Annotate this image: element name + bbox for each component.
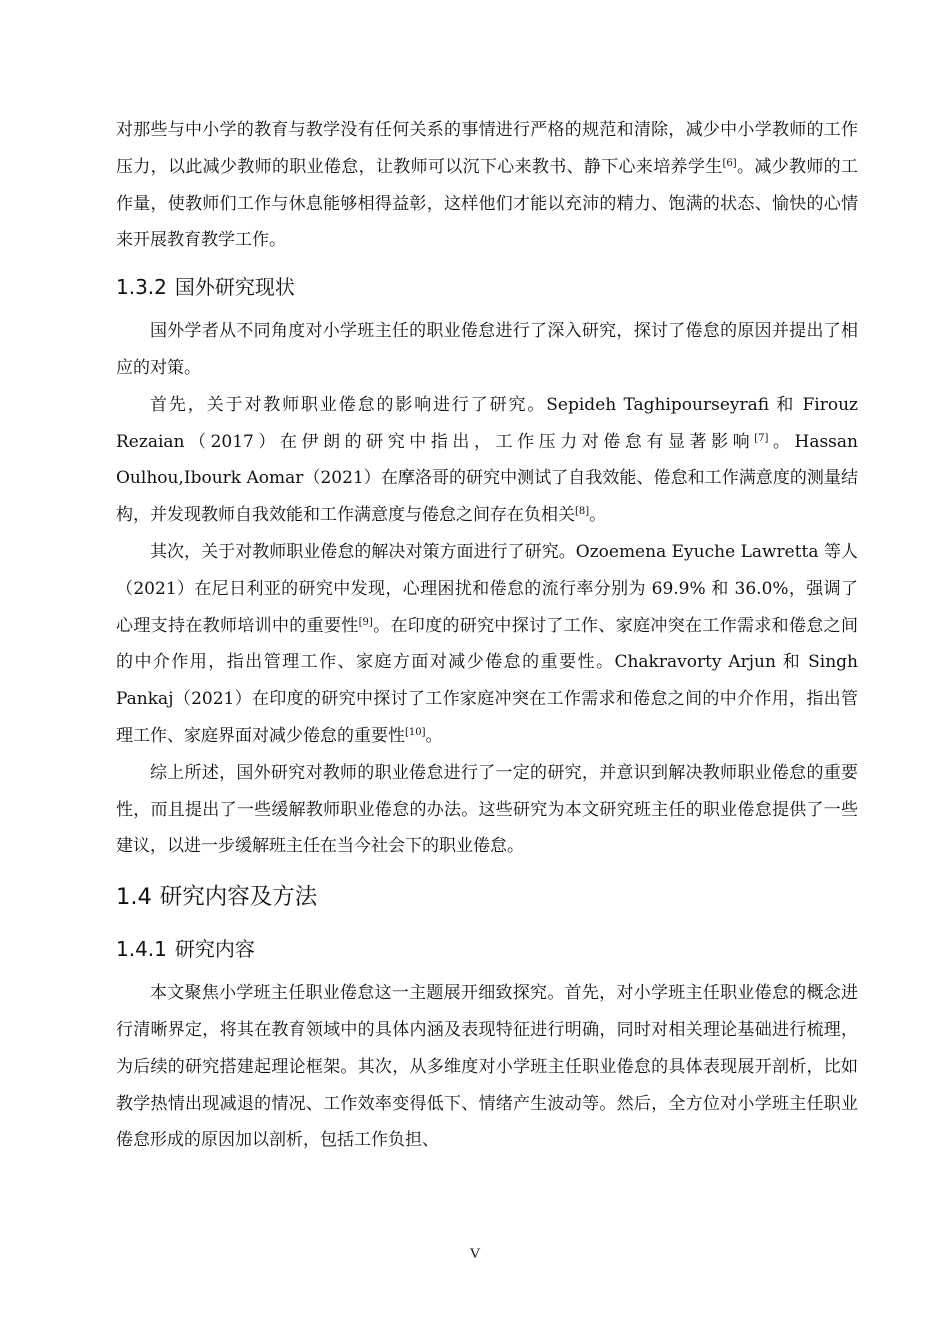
section-heading-1-3-2 — [116, 269, 858, 305]
page-body — [116, 112, 858, 1159]
paragraph-text: 。减少教师的工作量，使教师们工作与休息能够相得益彰，这样他们才能以充沛的精力、饱满的状态、愉快的心情来开展教育教学工作。 — [116, 156, 859, 251]
paragraph — [116, 387, 858, 534]
section-title: 研究内容 — [174, 937, 255, 962]
section-number: 1.4.1 — [116, 937, 167, 962]
section-number: 1.4 — [116, 884, 152, 911]
section-title: 国外研究现状 — [174, 275, 295, 300]
paragraph-text: 首先，关于对教师职业倦怠的影响进行了研究。Sepideh Taghipourseyrafi 和 Firouz Rezaian（2017）在伊朗的研究中指出，工作压力对倦怠有显著影响 — [116, 394, 858, 452]
section-number: 1.3.2 — [116, 275, 167, 300]
paragraph — [116, 975, 858, 1159]
paragraph-text: 对那些与中小学的教育与教学没有任何关系的事情进行严格的规范和清除，减少中小学教师的工作压力，以此减少教师的职业倦怠，让教师可以沉下心来教书、静下心来培养学生 — [116, 120, 858, 177]
section-heading-1-4-1 — [116, 931, 858, 967]
section-title: 研究内容及方法 — [159, 884, 318, 911]
paragraph — [116, 534, 858, 755]
citation: [9] — [358, 616, 373, 628]
paragraph-text: 国外学者从不同角度对小学班主任的职业倦怠进行了深入研究，探讨了倦怠的原因并提出了相应的对策。 — [116, 321, 858, 378]
citation: [8] — [575, 506, 590, 518]
page-number: V — [469, 1246, 481, 1262]
citation: [7] — [754, 432, 769, 444]
paragraph-text: 本文聚焦小学班主任职业倦怠这一主题展开细致探究。首先，对小学班主任职业倦怠的概念进行清晰界定，将其在教育领域中的具体内涵及表现特征进行明确，同时对相关理论基础进行梳理，为后续的研究搭建起理论框架。其次，从多维度对小学班主任职业倦怠的具体表现展开剖析，比如教学热情出现减退的情况、工作效率变得低下、情绪产生波动等。然后，全方位对小学班主任职业倦怠形成的原因加以剖析，包括工作负担、 — [116, 983, 858, 1151]
paragraph-text: 。Hassan Oulhou,Ibourk Aomar（2021）在摩洛哥的研究中测试了自我效能、倦怠和工作满意度的测量结构，并发现教师自我效能和工作满意度与倦怠之间存在负相关 — [116, 431, 858, 526]
paragraph — [116, 313, 858, 387]
paragraph-text: 其次，关于对教师职业倦怠的解决对策方面进行了研究。Ozoemena Eyuche Lawretta 等人（2021）在尼日利亚的研究中发现，心理困扰和倦怠的流行率分别为 69.9% 和 36.0%，强调了心理支持在教师培训中的重要性 — [116, 541, 858, 636]
paragraph — [116, 755, 858, 865]
citation: [6] — [722, 157, 737, 169]
paragraph — [116, 112, 858, 259]
section-heading-1-4 — [116, 879, 858, 915]
paragraph-text: 。在印度的研究中探讨了工作、家庭冲突在工作需求和倦怠之间的中介作用，指出管理工作、家庭方面对减少倦怠的重要性。Chakravorty Arjun 和 Singh Pankaj（2021）在印度的研究中探讨了工作家庭冲突在工作需求和倦怠之间的中介作用，指出管理工作、家庭界面对减少倦怠的重要性 — [116, 615, 858, 746]
paragraph-text: 。 — [425, 725, 443, 746]
paragraph-text: 综上所述，国外研究对教师的职业倦怠进行了一定的研究，并意识到解决教师职业倦怠的重要性，而且提出了一些缓解教师职业倦怠的办法。这些研究为本文研究班主任的职业倦怠提供了一些建议，以进一步缓解班主任在当今社会下的职业倦怠。 — [116, 762, 858, 857]
paragraph-text: 。 — [589, 505, 607, 526]
citation: [10] — [405, 726, 426, 738]
